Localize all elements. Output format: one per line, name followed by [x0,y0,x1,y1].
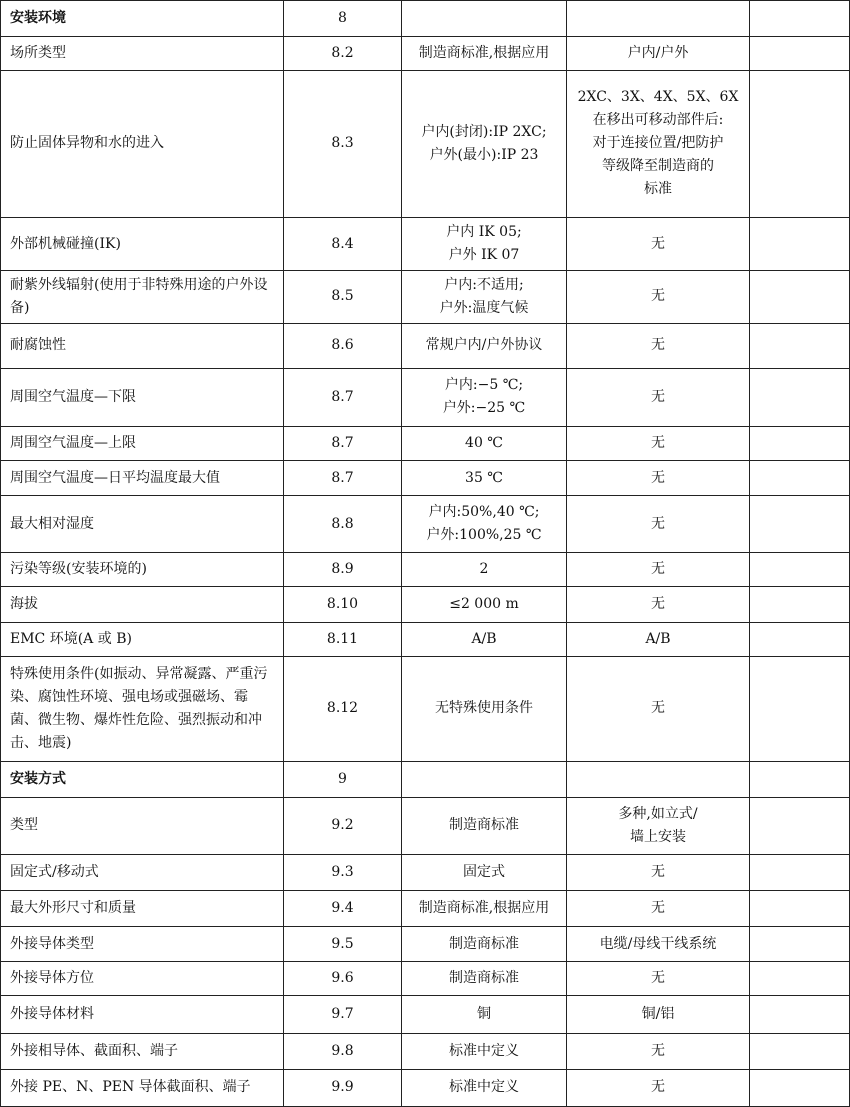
table-row [1,70,850,218]
item-text: 海拔 [10,596,38,613]
alternative-value-cell [567,962,750,996]
alternative-value-text: 无 [651,863,665,880]
alternative-value-text: 无 [651,469,665,486]
alternative-value-text: 无 [651,515,665,532]
alternative-value-text: 无 [651,970,665,987]
item-text: 安装方式 [10,771,66,788]
clause-text: 8 [338,9,347,26]
clause-cell [284,1034,402,1070]
clause-text: 9.2 [331,817,354,834]
alternative-value-text: 无 [651,388,665,405]
alternative-value-text: 无 [651,288,665,305]
default-value-text: 35 ℃ [465,469,503,486]
table-row [1,426,850,460]
clause-cell [284,323,402,368]
blank-cell [750,70,850,218]
blank-cell [750,460,850,496]
clause-cell [284,496,402,553]
default-value-text: 户内 IK 05; 户外 IK 07 [446,224,522,264]
item-text: 耐紫外线辐射(使用于非特殊用途的户外设备) [10,276,268,316]
item-text: 周围空气温度—上限 [10,434,136,451]
default-value-cell [402,426,567,460]
clause-cell [284,270,402,323]
blank-cell [750,622,850,656]
table-row [1,460,850,496]
alternative-value-cell [567,622,750,656]
alternative-value-text: 多种,如立式/ 墙上安装 [618,805,698,845]
item-text: 场所类型 [10,44,66,61]
alternative-value-cell [567,890,750,926]
item-cell [1,323,284,368]
clause-text: 8.7 [331,469,354,486]
default-value-cell [402,496,567,553]
default-value-text: 无特殊使用条件 [435,700,533,717]
clause-text: 8.3 [331,135,354,152]
item-cell [1,926,284,962]
item-text: 外接导体方位 [10,970,94,987]
item-cell [1,797,284,854]
alternative-value-text: 无 [651,899,665,916]
blank-cell [750,36,850,70]
blank-cell [750,1034,850,1070]
default-value-text: 户内(封闭):IP 2XC; 户外(最小):IP 23 [421,123,547,163]
alternative-value-text: 铜/铝 [641,1006,675,1023]
default-value-cell [402,323,567,368]
table-row [1,587,850,623]
default-value-cell [402,656,567,761]
default-value-cell [402,587,567,623]
default-value-cell [402,854,567,890]
alternative-value-cell [567,854,750,890]
blank-cell [750,270,850,323]
clause-text: 9.3 [331,863,354,880]
default-value-text: 常规户内/户外协议 [425,337,543,354]
section-row [1,1,850,37]
alternative-value-text: 2XC、3X、4X、5X、6X 在移出可移动部件后: 对于连接位置/把防护 等级降至制造商的 标准 [577,89,739,198]
blank-cell [750,496,850,553]
section-row [1,762,850,798]
alternative-value-text: 无 [651,434,665,451]
blank-cell [750,926,850,962]
table-row [1,926,850,962]
alternative-value-text: 无 [651,700,665,717]
default-value-cell [402,270,567,323]
table-row [1,368,850,426]
alternative-value-text: 无 [651,1079,665,1096]
blank-cell [750,1069,850,1106]
default-value-text: 制造商标准,根据应用 [418,899,550,916]
default-value-cell [402,70,567,218]
item-text: 固定式/移动式 [10,863,99,880]
alternative-value-cell [567,587,750,623]
table-row [1,270,850,323]
default-value-text: 制造商标准 [449,970,519,987]
item-text: 污染等级(安装环境的) [10,561,147,578]
default-value-text: 制造商标准,根据应用 [418,44,550,61]
item-cell [1,962,284,996]
item-text: 防止固体异物和水的进入 [10,135,164,152]
default-value-cell [402,553,567,587]
clause-text: 9.6 [331,970,354,987]
item-cell [1,218,284,271]
alternative-value-text: 无 [651,561,665,578]
alternative-value-cell [567,36,750,70]
item-cell [1,368,284,426]
alternative-value-cell [567,70,750,218]
alternative-value-cell [567,656,750,761]
item-text: 最大外形尺寸和质量 [10,899,136,916]
default-value-cell [402,1,567,37]
table-body [1,1,850,1107]
clause-cell [284,996,402,1034]
blank-cell [750,656,850,761]
clause-text: 8.4 [331,235,354,252]
item-cell [1,890,284,926]
item-text: 类型 [10,817,38,834]
table-row [1,996,850,1034]
item-text: 特殊使用条件(如振动、异常凝露、严重污染、腐蚀性环境、强电场或强磁场、霉菌、微生物、爆炸性危险、强烈振动和冲击、地震) [10,665,268,751]
clause-cell [284,368,402,426]
alternative-value-cell [567,553,750,587]
default-value-cell [402,996,567,1034]
default-value-cell [402,218,567,271]
clause-cell [284,218,402,271]
default-value-cell [402,962,567,996]
blank-cell [750,553,850,587]
default-value-text: 标准中定义 [449,1043,519,1060]
clause-text: 8.6 [331,337,354,354]
clause-text: 9.7 [331,1006,354,1023]
item-text: 外接导体类型 [10,935,94,952]
blank-cell [750,587,850,623]
table-row [1,1069,850,1106]
alternative-value-cell [567,368,750,426]
item-cell [1,587,284,623]
item-cell [1,1,284,37]
table-row [1,890,850,926]
item-cell [1,553,284,587]
default-value-cell [402,797,567,854]
alternative-value-cell [567,496,750,553]
alternative-value-cell [567,1,750,37]
blank-cell [750,426,850,460]
item-cell [1,426,284,460]
item-text: 外部机械碰撞(IK) [10,235,121,252]
clause-text: 8.8 [331,515,354,532]
item-cell [1,460,284,496]
blank-cell [750,854,850,890]
default-value-text: 制造商标准 [449,935,519,952]
alternative-value-text: 无 [651,337,665,354]
clause-cell [284,797,402,854]
clause-cell [284,553,402,587]
item-text: 安装环境 [10,9,66,26]
alternative-value-cell [567,926,750,962]
default-value-cell [402,460,567,496]
default-value-text: 标准中定义 [449,1079,519,1096]
item-text: 周围空气温度—下限 [10,388,136,405]
table-row [1,218,850,271]
blank-cell [750,996,850,1034]
default-value-text: 固定式 [463,863,505,880]
clause-text: 9.8 [331,1043,354,1060]
blank-cell [750,218,850,271]
table-row [1,656,850,761]
item-text: 外接相导体、截面积、端子 [10,1043,178,1060]
clause-text: 8.7 [331,434,354,451]
item-cell [1,622,284,656]
default-value-text: 户内:−5 ℃; 户外:−25 ℃ [442,377,526,417]
table-row [1,323,850,368]
clause-cell [284,36,402,70]
default-value-text: ≤2 000 m [449,596,519,613]
item-cell [1,70,284,218]
clause-cell [284,70,402,218]
alternative-value-text: 电缆/母线干线系统 [599,935,717,952]
blank-cell [750,890,850,926]
item-cell [1,762,284,798]
alternative-value-cell [567,270,750,323]
default-value-cell [402,762,567,798]
default-value-cell [402,368,567,426]
item-cell [1,996,284,1034]
item-cell [1,656,284,761]
item-text: 外接 PE、N、PEN 导体截面积、端子 [10,1079,251,1096]
alternative-value-text: 户内/户外 [627,44,689,61]
table-row [1,854,850,890]
default-value-text: 户内:50%,40 ℃; 户外:100%,25 ℃ [426,504,542,544]
default-value-cell [402,1034,567,1070]
alternative-value-cell [567,218,750,271]
default-value-cell [402,890,567,926]
clause-text: 8.9 [331,561,354,578]
default-value-text: A/B [471,630,497,647]
blank-cell [750,323,850,368]
clause-text: 9.9 [331,1079,354,1096]
item-text: 耐腐蚀性 [10,337,66,354]
item-cell [1,1034,284,1070]
clause-cell [284,890,402,926]
item-cell [1,496,284,553]
table-row [1,797,850,854]
alternative-value-cell [567,797,750,854]
alternative-value-cell [567,323,750,368]
table-row [1,36,850,70]
alternative-value-cell [567,1069,750,1106]
blank-cell [750,1,850,37]
table-row [1,1034,850,1070]
alternative-value-text: A/B [645,630,671,647]
item-cell [1,36,284,70]
default-value-cell [402,926,567,962]
alternative-value-text: 无 [651,596,665,613]
default-value-text: 制造商标准 [449,817,519,834]
alternative-value-cell [567,996,750,1034]
blank-cell [750,368,850,426]
alternative-value-cell [567,460,750,496]
alternative-value-cell [567,426,750,460]
default-value-cell [402,36,567,70]
alternative-value-text: 无 [651,1043,665,1060]
alternative-value-cell [567,762,750,798]
blank-cell [750,762,850,798]
item-text: 最大相对湿度 [10,515,94,532]
clause-cell [284,656,402,761]
default-value-text: 铜 [477,1006,491,1023]
blank-cell [750,962,850,996]
clause-text: 8.7 [331,388,354,405]
clause-cell [284,854,402,890]
default-value-cell [402,1069,567,1106]
clause-cell [284,762,402,798]
default-value-text: 2 [479,561,489,578]
clause-cell [284,426,402,460]
clause-text: 8.11 [326,630,359,647]
clause-cell [284,587,402,623]
item-text: EMC 环境(A 或 B) [10,630,132,647]
clause-cell [284,1069,402,1106]
default-value-text: 户内:不适用; 户外:温度气候 [439,276,529,316]
table-row [1,622,850,656]
clause-cell [284,622,402,656]
item-cell [1,270,284,323]
default-value-cell [402,622,567,656]
item-cell [1,1069,284,1106]
item-cell [1,854,284,890]
clause-text: 9 [338,771,347,788]
table-row [1,496,850,553]
clause-cell [284,962,402,996]
clause-text: 8.10 [326,596,359,613]
clause-text: 9.5 [331,935,354,952]
default-value-text: 40 ℃ [465,434,503,451]
clause-text: 9.4 [331,899,354,916]
clause-cell [284,460,402,496]
alternative-value-cell [567,1034,750,1070]
clause-text: 8.12 [326,700,359,717]
clause-text: 8.2 [331,44,354,61]
table-row [1,553,850,587]
clause-cell [284,1,402,37]
item-text: 外接导体材料 [10,1006,94,1023]
clause-cell [284,926,402,962]
clause-text: 8.5 [331,288,354,305]
alternative-value-text: 无 [651,235,665,252]
table-row [1,962,850,996]
item-text: 周围空气温度—日平均温度最大值 [10,469,220,486]
blank-cell [750,797,850,854]
